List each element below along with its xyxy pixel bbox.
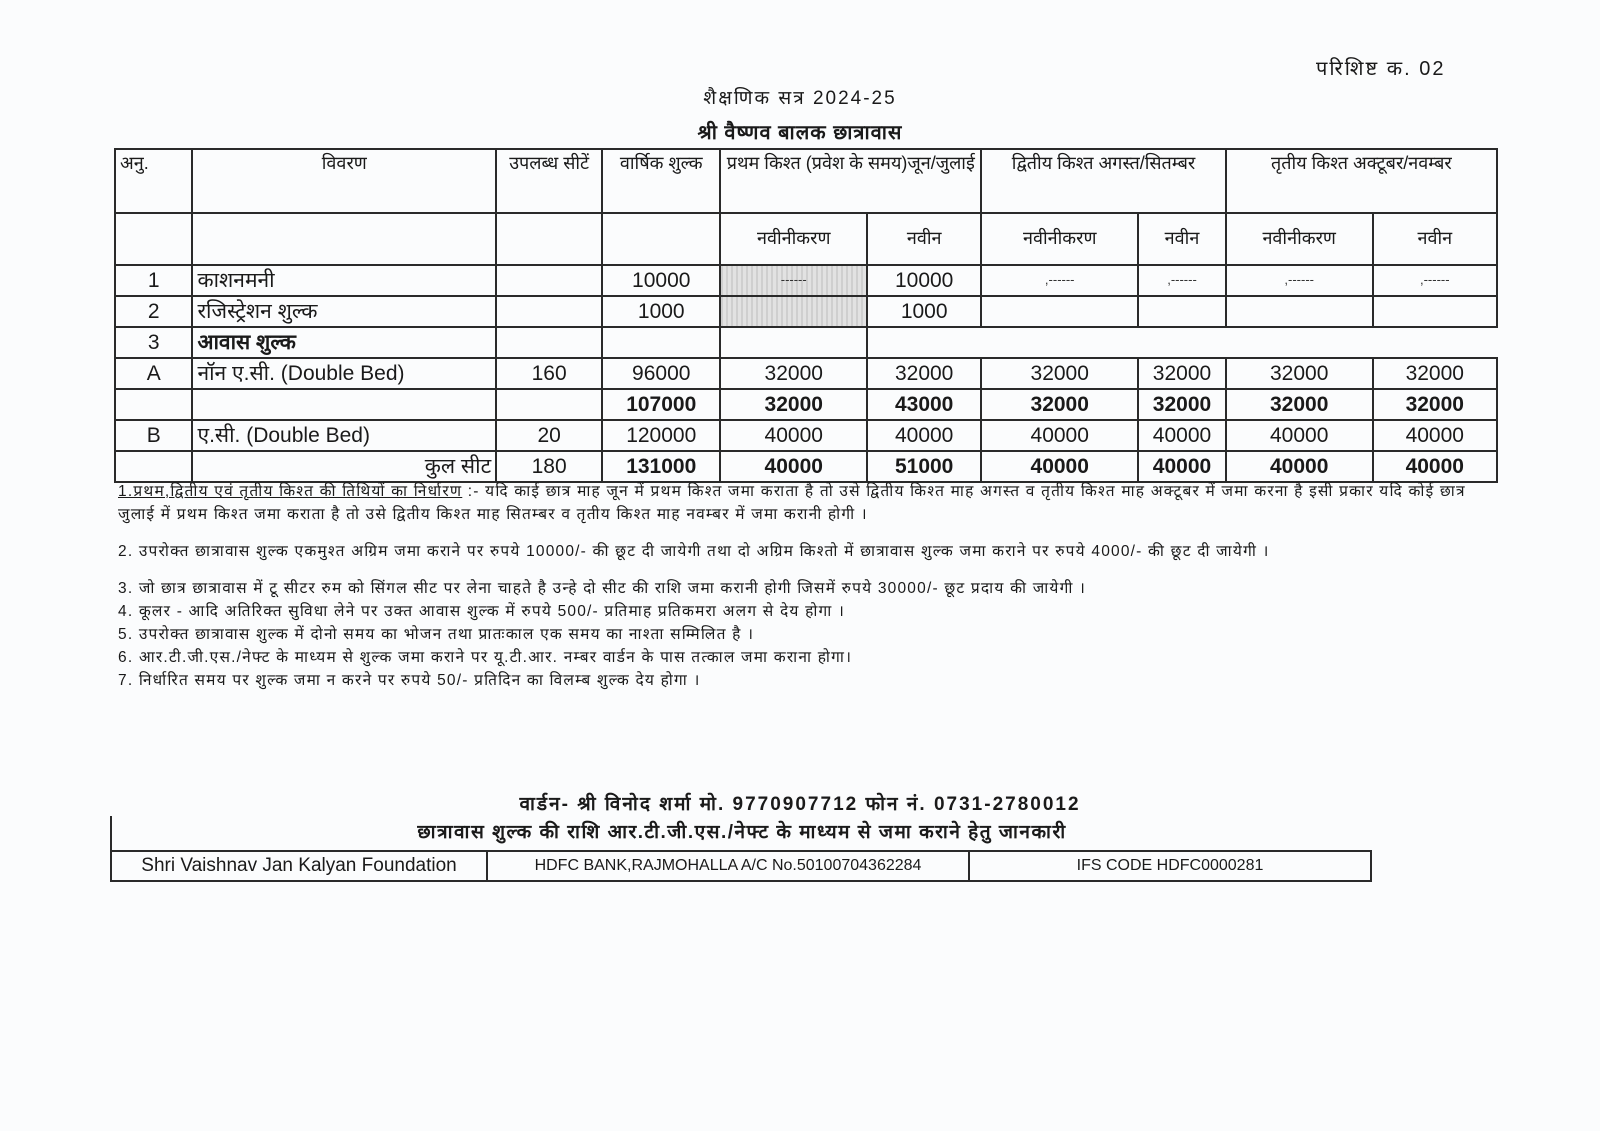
empty-cell [602, 213, 720, 265]
cell-sno: B [115, 420, 192, 451]
cell-annual: 96000 [602, 358, 720, 389]
cell-i3-renewal [1226, 296, 1373, 327]
cell-i2-new: 40000 [1138, 451, 1226, 482]
cell-i3-new: ,------ [1373, 265, 1497, 296]
cell-i3-renewal: 40000 [1226, 451, 1373, 482]
cell-annual: 10000 [602, 265, 720, 296]
note-1 [118, 480, 1488, 526]
bank-details [110, 816, 1372, 882]
cell-seats: 20 [496, 420, 602, 451]
header-description: विवरण [192, 149, 496, 213]
cell-seats [496, 389, 602, 420]
empty-cell [496, 327, 602, 358]
cell-description: आवास शुल्क [192, 327, 496, 358]
subheader-new: नवीन [1138, 213, 1226, 265]
header-row [115, 149, 1497, 213]
note-1-heading: 1.प्रथम,द्वितीय एवं तृतीय किश्त की तिथियों का निर्धारण [118, 483, 463, 500]
cell-annual: 1000 [602, 296, 720, 327]
header-seats: उपलब्ध सीटें [496, 149, 602, 213]
cell-i1-renewal: 40000 [720, 420, 867, 451]
cell-i2-new: 32000 [1138, 389, 1226, 420]
table-row [115, 358, 1497, 389]
ifsc-code: IFS CODE HDFC0000281 [1076, 857, 1264, 874]
cell-i3-new: 32000 [1373, 358, 1497, 389]
cell-description: काशनमनी [192, 265, 496, 296]
cell-i3-renewal: 32000 [1226, 358, 1373, 389]
cell-i2-renewal: 32000 [981, 389, 1138, 420]
header-annual-fee: वार्षिक शुल्क [602, 149, 720, 213]
cell-sno: A [115, 358, 192, 389]
cell-i1-renewal: ------ [720, 265, 867, 296]
cell-i1-new: 10000 [867, 265, 981, 296]
note-7: 7. निर्धारित समय पर शुल्क जमा न करने पर रुपये 50/- प्रतिदिन का विलम्ब शुल्क देय होगा । [118, 672, 701, 689]
bank-details-row [110, 850, 1372, 882]
cell-description: ए.सी. (Double Bed) [192, 420, 496, 451]
cell-i2-new: 32000 [1138, 358, 1226, 389]
cell-description: कुल सीट [192, 451, 496, 482]
table-row-total [115, 451, 1497, 482]
note-1-body: :- यदि काई छात्र माह जून में प्रथम किश्त जमा कराता है तो उसे द्वितीय किश्त माह अगस्त व तृतीय किश्त माह अक्टूबर में जमा करना है इसी प्रकार यदि कोई छात्र जुलाई में प्रथम किश्त जमा कराता है तो उसे द्वितीय किश्त माह सितम्बर व तृतीय किश्त माह नवम्बर में जमा करानी होगी । [118, 483, 1466, 523]
notes-section [118, 480, 1488, 692]
cell-i1-new: 51000 [867, 451, 981, 482]
bank-details-title: छात्रावास शुल्क की राशि आर.टी.जी.एस./नेफ्ट के माध्यम से जमा कराने हेतु जानकारी [110, 816, 1372, 850]
table-row [115, 265, 1497, 296]
note-6: 6. आर.टी.जी.एस./नेफ्ट के माध्यम से शुल्क जमा कराने पर यू.टी.आर. नम्बर वार्डन के पास तत्काल जमा कराना होगा। [118, 649, 853, 666]
cell-seats [496, 265, 602, 296]
cell-seats [496, 296, 602, 327]
cell-annual: 131000 [602, 451, 720, 482]
cell-i2-new [1138, 296, 1226, 327]
bank-account-number: HDFC BANK,RAJMOHALLA A/C No.50100704362284 [488, 852, 970, 880]
cell-i2-new: 40000 [1138, 420, 1226, 451]
cell-i2-new: ,------ [1138, 265, 1226, 296]
table-row [115, 327, 1497, 358]
cell-annual: 120000 [602, 420, 720, 451]
note-2: 2. उपरोक्त छात्रावास शुल्क एकमुश्त अग्रिम जमा कराने पर रुपये 10000/- की छूट दी जायेगी तथा दो अग्रिम किश्तो में छात्रावास शुल्क जमा कराने पर रुपये 4000/- की छूट दी जायेगी । [118, 543, 1270, 560]
cell-i2-renewal [981, 296, 1138, 327]
cell-i2-renewal: ,------ [981, 265, 1138, 296]
cell-i1-renewal: 40000 [720, 451, 867, 482]
cell-annual: 107000 [602, 389, 720, 420]
subheader-renewal: नवीनीकरण [720, 213, 867, 265]
cell-i1-renewal: 32000 [720, 358, 867, 389]
empty-cell [115, 213, 192, 265]
cell-i1-renewal: 32000 [720, 389, 867, 420]
annexure-number: परिशिष्ट क. 02 [1316, 58, 1446, 80]
table-row-subtotal [115, 389, 1497, 420]
cell-i1-new: 1000 [867, 296, 981, 327]
header-second-installment: द्वितीय किश्त अगस्त/सितम्बर [981, 149, 1226, 213]
empty-cell [192, 213, 496, 265]
subheader-new: नवीन [1373, 213, 1497, 265]
academic-session: शैक्षणिक सत्र 2024-25 [703, 88, 897, 109]
cell-i3-new [1373, 296, 1497, 327]
cell-sno: 3 [115, 327, 192, 358]
cell-seats: 180 [496, 451, 602, 482]
cell-i2-renewal: 40000 [981, 420, 1138, 451]
subheader-row [115, 213, 1497, 265]
cell-i1-new: 43000 [867, 389, 981, 420]
cell-i3-new: 40000 [1373, 420, 1497, 451]
empty-cell [720, 327, 867, 358]
cell-description: रजिस्ट्रेशन शुल्क [192, 296, 496, 327]
table-row [115, 420, 1497, 451]
note-5: 5. उपरोक्त छात्रावास शुल्क में दोनो समय का भोजन तथा प्रातःकाल एक समय का नाश्ता सम्मिलित है । [118, 626, 755, 643]
account-name: Shri Vaishnav Jan Kalyan Foundation [112, 852, 488, 880]
subheader-renewal: नवीनीकरण [981, 213, 1138, 265]
cell-seats: 160 [496, 358, 602, 389]
cell-i3-renewal: 40000 [1226, 420, 1373, 451]
cell-sno [115, 451, 192, 482]
header-first-installment: प्रथम किश्त (प्रवेश के समय)जून/जुलाई [720, 149, 981, 213]
subheader-new: नवीन [867, 213, 981, 265]
cell-description: नॉन ए.सी. (Double Bed) [192, 358, 496, 389]
cell-i3-new: 32000 [1373, 389, 1497, 420]
empty-cell [496, 213, 602, 265]
note-3: 3. जो छात्र छात्रावास में टू सीटर रुम को सिंगल सीट पर लेना चाहते है उन्हे दो सीट की राशि जमा करानी होगी जिसमें रुपये 30000/- छूट प्रदाय की जायेगी । [118, 580, 1087, 597]
cell-sno: 1 [115, 265, 192, 296]
cell-i1-new: 40000 [867, 420, 981, 451]
cell-i2-renewal: 40000 [981, 451, 1138, 482]
cell-i2-renewal: 32000 [981, 358, 1138, 389]
cell-i1-renewal [720, 296, 867, 327]
cell-i3-new: 40000 [1373, 451, 1497, 482]
table-row [115, 296, 1497, 327]
empty-cell [602, 327, 720, 358]
cell-i1-new: 32000 [867, 358, 981, 389]
note-4: 4. कूलर - आदि अतिरिक्त सुविधा लेने पर उक्त आवास शुल्क में रुपये 500/- प्रतिमाह प्रतिकमरा अलग से देय होगा । [118, 603, 846, 620]
cell-description [192, 389, 496, 420]
cell-i3-renewal: 32000 [1226, 389, 1373, 420]
header-sno: अनु. [115, 149, 192, 213]
warden-contact: वार्डन- श्री विनोद शर्मा मो. 9770907712 फोन नं. 0731-2780012 [519, 794, 1081, 815]
fee-table [114, 148, 1498, 483]
hostel-title: श्री वैष्णव बालक छात्रावास [697, 122, 903, 144]
header-third-installment: तृतीय किश्त अक्टूबर/नवम्बर [1226, 149, 1497, 213]
subheader-renewal: नवीनीकरण [1226, 213, 1373, 265]
merged-empty-cell [867, 327, 1497, 358]
cell-sno: 2 [115, 296, 192, 327]
cell-i3-renewal: ,------ [1226, 265, 1373, 296]
cell-sno [115, 389, 192, 420]
